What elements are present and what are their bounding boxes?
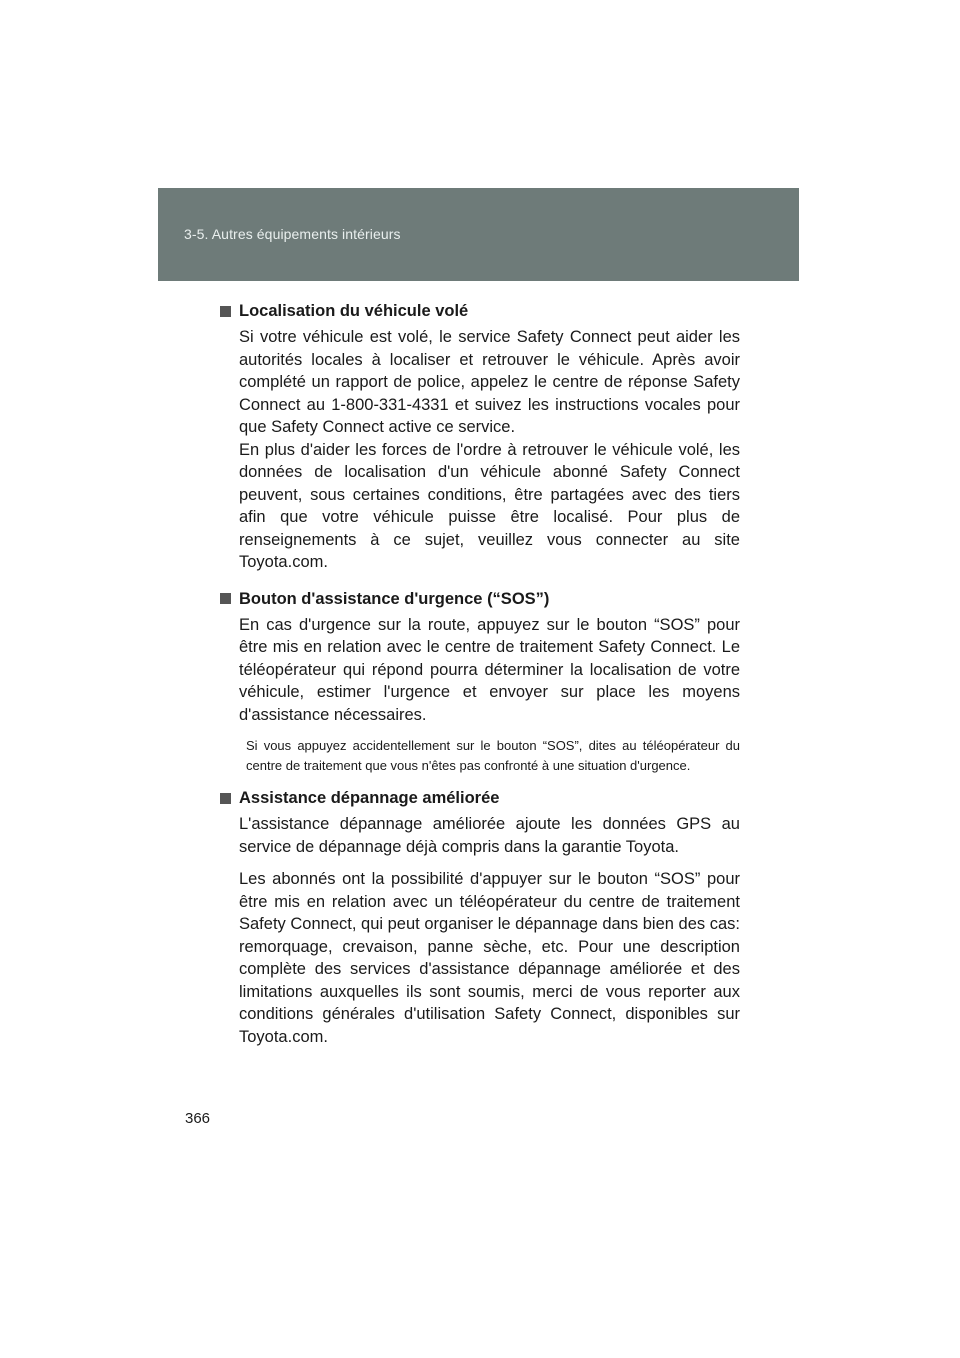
section-sos-button bbox=[220, 588, 740, 776]
section-title bbox=[220, 787, 740, 809]
page-content bbox=[220, 300, 740, 1048]
note: Si vous appuyez accidentellement sur le bouton “SOS”, dites au téléopérateur du centre de traitement que vous n'êtes pas confronté à une situation d'urgence. bbox=[246, 738, 740, 773]
paragraph: En plus d'aider les forces de l'ordre à retrouver le véhicule volé, les données de localisation d'un véhicule abonné Safety Connect peuvent, sous certaines conditions, être partagées avec des tiers afin que votre véhicule puisse être localisé. Pour plus de renseignements à ce sujet, veuillez vous connecter au site Toyota.com. bbox=[239, 440, 740, 571]
paragraph: L'assistance dépannage améliorée ajoute les données GPS au service de dépannage déjà compris dans la garantie Toyota. bbox=[239, 815, 740, 856]
paragraph: En cas d'urgence sur la route, appuyez sur le bouton “SOS” pour être mis en relation avec le centre de traitement Safety Connect. Le téléopérateur qui répond pourra déterminer la localisation de votre véhicule, estimer l'urgence et envoyer sur place les moyens d'assistance nécessaires. bbox=[239, 615, 740, 724]
section-title-text: Bouton d'assistance d'urgence (“SOS”) bbox=[239, 589, 550, 608]
paragraph: Les abonnés ont la possibilité d'appuyer sur le bouton “SOS” pour être mis en relation avec un téléopérateur du centre de traitement Safety Connect, qui peut organiser le dépannage dans bien des cas: remorquage, crevaison, panne sèche, etc. Pour une description complète des services d'assistance dépannage améliorée et des limitations auxquelles ils sont soumis, merci de vous reporter aux conditions générales d'utilisation Safety Connect, disponibles sur Toyota.com. bbox=[239, 870, 740, 1046]
square-bullet-icon bbox=[220, 793, 231, 804]
section-title bbox=[220, 588, 740, 610]
section-title-text: Assistance dépannage améliorée bbox=[239, 789, 500, 807]
page-number: 366 bbox=[185, 1110, 211, 1127]
section-roadside-assistance bbox=[220, 787, 740, 1048]
paragraph: Si votre véhicule est volé, le service Safety Connect peut aider les autorités locales à localiser et retrouver le véhicule. Après avoir complété un rapport de police, appelez le centre de réponse Safety Connect au 1-800-331-4331 et suivez les instructions vocales pour que Safety Connect active ce service. bbox=[239, 328, 740, 436]
section-title bbox=[220, 300, 740, 322]
square-bullet-icon bbox=[220, 593, 231, 604]
square-bullet-icon bbox=[220, 306, 231, 317]
section-stolen-vehicle bbox=[220, 300, 740, 574]
section-label: 3-5. Autres équipements intérieurs bbox=[184, 226, 401, 242]
section-title-text: Localisation du véhicule volé bbox=[239, 302, 469, 320]
section-header-band bbox=[158, 188, 799, 281]
